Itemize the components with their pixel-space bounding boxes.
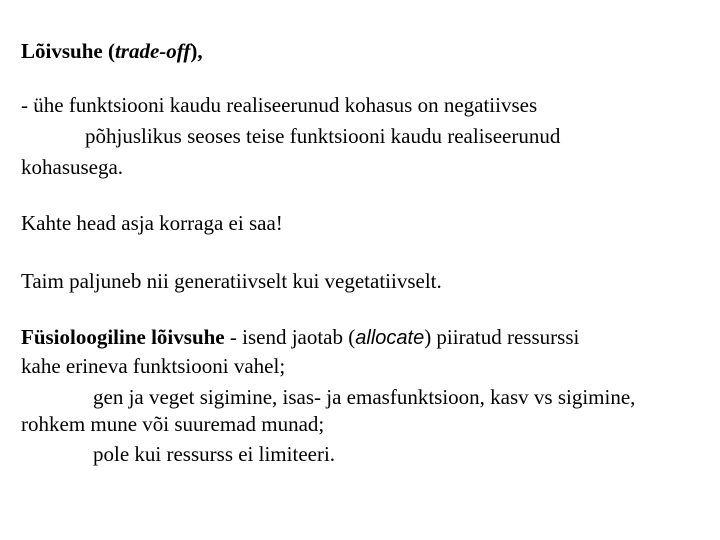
definition-line-2: põhjuslikus seoses teise funktsiooni kaudu realiseerunud — [85, 124, 561, 148]
definition-line-3: kohasusega. — [21, 155, 124, 179]
definition-line-1: - ühe funktsiooni kaudu realiseerunud kohasus on negatiivses — [21, 93, 538, 117]
physiological-line-5: pole kui ressurss ei limiteeri. — [93, 442, 336, 466]
physiological-line-3: gen ja veget sigimine, isas- ja emasfunktsioon, kasv vs sigimine, — [93, 385, 636, 409]
physiological-line-1 — [21, 324, 579, 351]
title-term: Lõivsuhe ( — [21, 39, 115, 63]
physiological-italic-term: allocate — [355, 327, 425, 349]
title-term-italic: trade-off — [114, 39, 191, 63]
title-line — [21, 38, 203, 64]
physiological-line-4: rohkem mune või suuremad munad; — [21, 412, 325, 436]
physiological-text-b: ) piiratud ressurssi — [424, 325, 580, 349]
reproduction-line: Taim paljuneb nii generatiivselt kui vegetatiivselt. — [21, 269, 442, 293]
title-term-end: ), — [190, 39, 203, 63]
physiological-text-a: - isend jaotab ( — [224, 325, 356, 349]
physiological-heading: Füsioloogiline lõivsuhe — [21, 325, 225, 349]
motto-line: Kahte head asja korraga ei saa! — [21, 211, 283, 235]
physiological-line-2: kahe erineva funktsiooni vahel; — [21, 354, 286, 378]
